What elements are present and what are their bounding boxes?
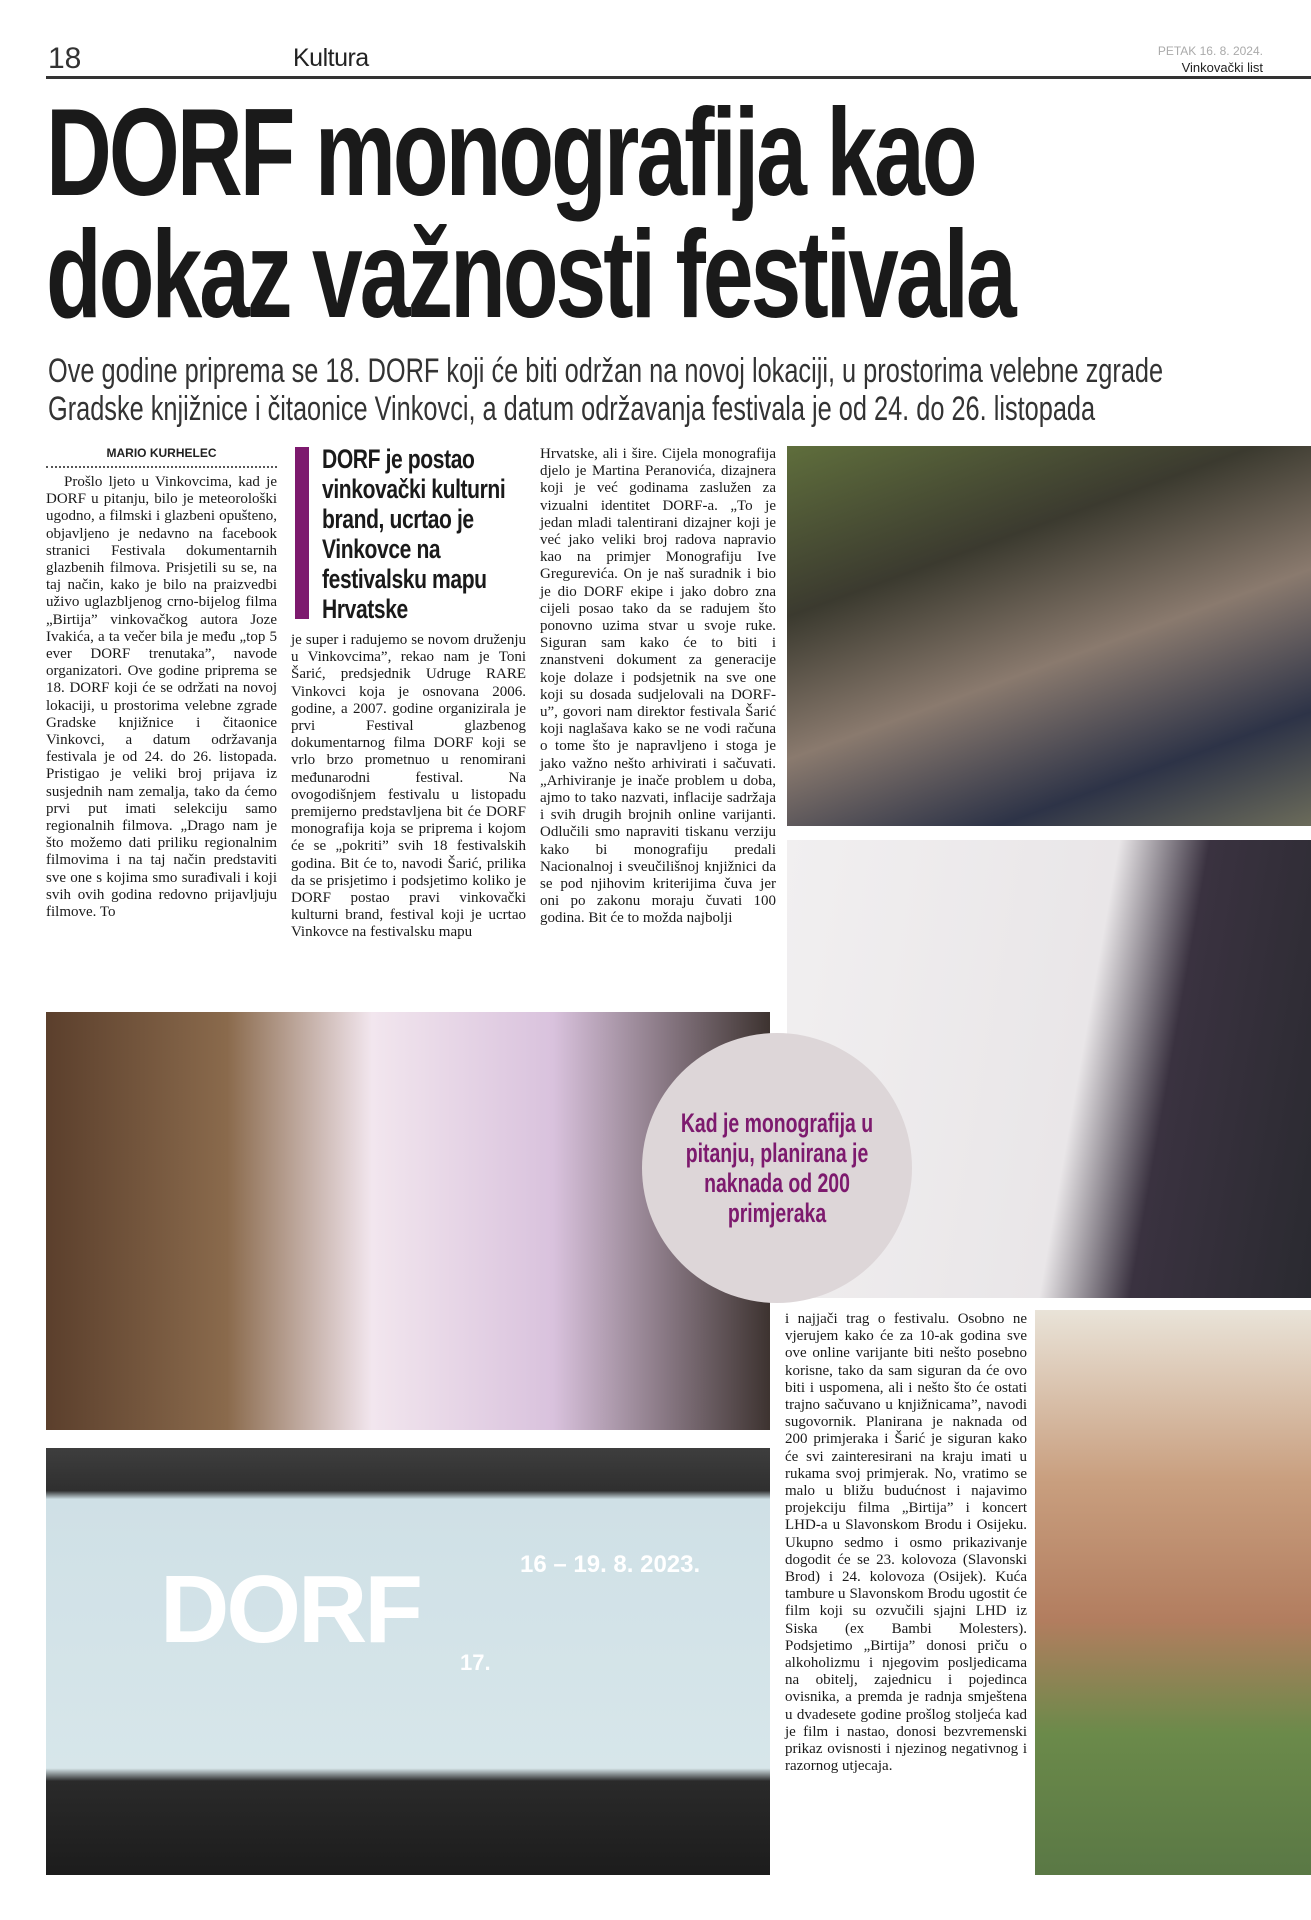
- subhead-line-1: Ove godine priprema se 18. DORF koji će biti održan na novoj lokaciji, u prostorima velebne zgrade: [48, 352, 1164, 390]
- headline-line-1: DORF monografija kao: [46, 84, 975, 222]
- body-column-1: Prošlo ljeto u Vinkovcima, kad je DORF u pitanju, bilo je meteorološki ugodno, a filmski i glazbeni opušteno, objavljeno je nedavno na facebook stranici Festivala dokumentarnih glazbenih filmova. Prisjetili su se, na taj način, kako je bilo na praizvedbi uživo uglazbljenog crno-bijelog filma „Birtija” vinkovačkog autora Joze Ivakića, a ta večer bila je među „top 5 ever DORF trenutaka”, navode organizatori. Ove godine priprema se 18. DORF koji će se održati na novoj lokaciji, u prostorima velebne zgrade Gradske knjižnice i čitaonice Vinkovci, a datum održavanja festivala je od 24. do 26. listopada. Pristigao je veliki broj prijava iz susjednih nam zemalja, tako da ćemo prvi put imati selekciju samo regionalnih filmova. „Drago nam je što možemo dati priliku regionalnim filmovima i na taj način predstaviti sve one s kojima smo surađivali i koji svih ovih godina redovno prijavljuju filmove. To: [46, 474, 277, 921]
- headline-line-2: dokaz važnosti festivala: [46, 206, 1014, 344]
- newspaper-name: Vinkovački list: [1181, 60, 1263, 75]
- byline: MARIO KURHELEC: [106, 446, 217, 460]
- subheadline: [48, 352, 1262, 428]
- header-rule: [46, 76, 1311, 79]
- body-column-4: i najjači trag o festivalu. Osobno ne vjerujem kako će za 10-ak godina sve ove online varijante biti nešto posebno korisne, tako da sam siguran da će ovo biti i uspomena, ali i nešto što će ostati trajno sačuvano u knjižnicama”, navodi sugovornik. Planirana je naknada od 200 primjeraka i Šarić je siguran kako će svi zainteresirani na kraju imati u rukama svoj primjerak. No, vratimo se malo u bližu budućnost i najavimo projekciju filma „Birtija” i koncert LHD-a u Slavonskom Brodu i Osijeku. Ukupno sedmo i osmo prikazivanje dogodit će se 23. kolovoza (Slavonski Brod) i 24. kolovoza (Osijek). Kuća tambure u Slavonskom Brodu ugostit će film koji su ozvučili sjajni LHD iz Siska (ex Bambi Molesters). Podsjetimo „Birtija” donosi priču o alkoholizmu i njegovim posljedicama na obitelj, zajednicu i pojedinca ovisnika, a premda je radnja smještena u dvadesete godine prošlog stoljeća kad je film i nastao, donosi bezvremenski prikaz ovisnosti i njezinog negativnog i razornog utjecaja.: [785, 1311, 1027, 1775]
- body-column-3: Hrvatske, ali i šire. Cijela monografija djelo je Martina Peranovića, dizajnera koji je već godinama zaslužen za vizualni identitet DORF-a. „To je jedan mladi talentirani dizajner koji je već jako veliki broj radova napravio kao na primjer Monografiju Ive Gregurevića. On je naš suradnik i bio je dio DORF ekipe i jako dobro zna cijeli posao tako da se radujem što ponovno uzima stvar u svoje ruke. Siguran sam kako će to biti i znanstveni dokument za generacije koje dolaze i podsjetnik na sve one koji su dosada sudjelovali na DORF-u”, govori nam direktor festivala Šarić koji naglašava kako se ne vodi računa o tome što je napravljeno i stoga je jako važno nešto arhivirati i sačuvati. „Arhiviranje je inače problem u doba, ajmo to tako nazvati, inflacije sadržaja i svih drugih brojnih online varijanti. Odlučili smo napraviti tiskanu verziju kako bi monografiju predali Nacionalnoj i sveučilišnoj knjižnici da se pod njihovim kriterijima čuva jer oni po zakonu moraju čuvati 100 godina. Bit će to možda najbolji: [540, 446, 776, 927]
- issue-date: PETAK 16. 8. 2024.: [1157, 44, 1263, 58]
- photo-audience: [787, 446, 1311, 826]
- circle-quote: [642, 1033, 912, 1303]
- screen-dates: 16 – 19. 8. 2023.: [520, 1551, 701, 1578]
- pull-quote: DORF je postao vinkovački kulturni brand, ucrtao je Vinkovce na festivalsku mapu Hrvatske: [322, 444, 506, 624]
- byline-divider: [46, 466, 277, 468]
- subhead-line-2: Gradske knjižnice i čitaonice Vinkovci, a datum održavanja festivala je od 24. do 26. listopada: [48, 390, 1096, 428]
- body-column-2: je super i radujemo se novom druženju u Vinkovcima”, rekao nam je Toni Šarić, predsjednik Udruge RARE Vinkovci koja je osnovana 2006. godine, a 2007. godine organizirala je prvi Festival glazbenog dokumentarnog filma DORF koji se vrlo brzo prometnuo u renomirani međunarodni festival. Na ovogodišnjem festivalu u listopadu premijerno predstavljena bit će DORF monografija koja se priprema i kojom će se „pokriti” svih 18 festivalskih godina. Bit će to, navodi Šarić, prilika da se prisjetimo i podsjetimo koliko je DORF postao pravi vinkovački kulturni brand, festival koji je ucrtao Vinkovce na festivalsku mapu: [291, 632, 526, 941]
- headline: [46, 84, 1259, 344]
- photo-courtyard-chairs: [1035, 1310, 1311, 1875]
- screen-edition: 17.: [460, 1650, 491, 1675]
- section-label: Kultura: [293, 44, 369, 72]
- screen-logo: DORF: [160, 1556, 420, 1663]
- page-number: 18: [48, 42, 82, 75]
- circle-quote-text: Kad je monografija u pitanju, planirana je naknada od 200 primjeraka: [680, 1108, 874, 1228]
- pull-quote-bar: [295, 447, 309, 619]
